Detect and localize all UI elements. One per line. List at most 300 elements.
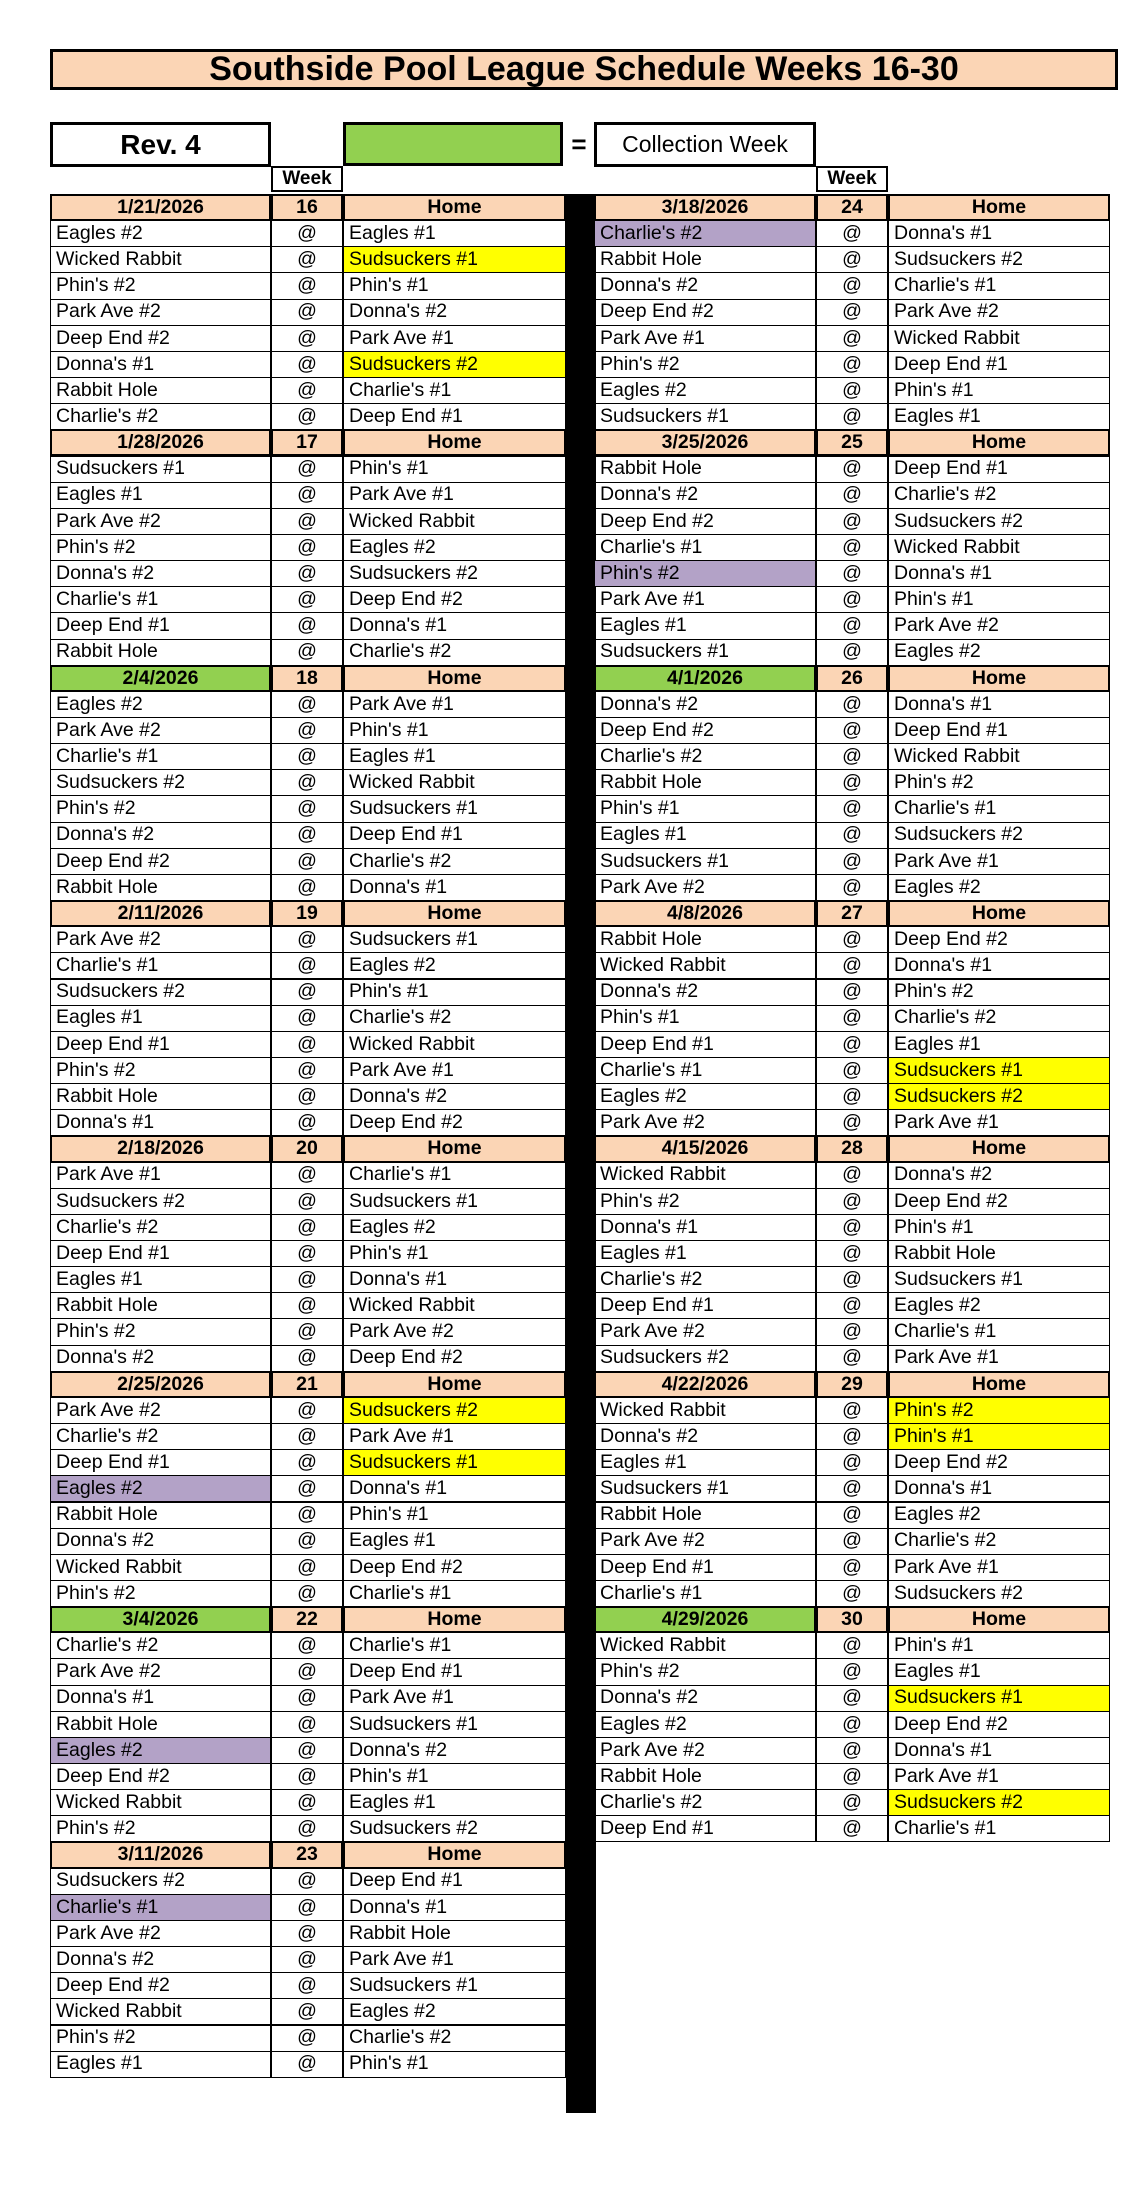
at-symbol: @: [271, 246, 343, 273]
home-team: Sudsuckers #1: [888, 1266, 1110, 1293]
week-number: 21: [271, 1371, 343, 1398]
at-symbol: @: [271, 1005, 343, 1032]
home-team: Donna's #1: [343, 1266, 566, 1293]
week-number: 16: [271, 194, 343, 221]
at-symbol: @: [271, 1763, 343, 1790]
home-team: Park Ave #2: [888, 612, 1110, 639]
away-team: Sudsuckers #2: [50, 979, 271, 1006]
home-team: Phin's #1: [343, 2051, 566, 2078]
week-number: 22: [271, 1606, 343, 1633]
home-team: Park Ave #1: [888, 1763, 1110, 1790]
at-symbol: @: [271, 1815, 343, 1842]
home-team: Wicked Rabbit: [343, 508, 566, 535]
week-number: 25: [816, 429, 888, 456]
home-team: Phin's #2: [888, 1397, 1110, 1424]
week-date-header: 4/1/2026: [594, 665, 816, 692]
at-symbol: @: [271, 534, 343, 561]
home-column-header: Home: [888, 665, 1110, 692]
at-symbol: @: [271, 1240, 343, 1267]
away-team: Eagles #2: [50, 1737, 271, 1764]
home-team: Donna's #1: [888, 952, 1110, 979]
away-team: Donna's #2: [50, 1946, 271, 1973]
at-symbol: @: [816, 1789, 888, 1816]
home-team: Sudsuckers #1: [343, 795, 566, 822]
home-team: Eagles #2: [343, 952, 566, 979]
home-column-header: Home: [888, 194, 1110, 221]
home-team: Phin's #1: [888, 586, 1110, 613]
at-symbol: @: [816, 1580, 888, 1607]
home-team: Sudsuckers #2: [888, 822, 1110, 849]
at-symbol: @: [816, 586, 888, 613]
away-team: Charlie's #2: [50, 1214, 271, 1241]
away-team: Donna's #2: [50, 560, 271, 587]
at-symbol: @: [271, 456, 343, 483]
at-symbol: @: [816, 1318, 888, 1345]
at-symbol: @: [271, 1658, 343, 1685]
home-team: Phin's #1: [888, 1214, 1110, 1241]
away-team: Donna's #2: [594, 979, 816, 1006]
week-number: 17: [271, 429, 343, 456]
at-symbol: @: [271, 299, 343, 326]
at-symbol: @: [271, 1345, 343, 1372]
column-divider: [566, 194, 596, 2113]
at-symbol: @: [816, 1214, 888, 1241]
home-team: Charlie's #1: [888, 795, 1110, 822]
at-symbol: @: [271, 1711, 343, 1738]
home-team: Park Ave #1: [888, 1345, 1110, 1372]
away-team: Deep End #1: [50, 1240, 271, 1267]
at-symbol: @: [816, 220, 888, 247]
away-team: Deep End #2: [50, 1972, 271, 1999]
week-date-header: 2/4/2026: [50, 665, 271, 692]
home-team: Charlie's #1: [343, 1632, 566, 1659]
home-team: Sudsuckers #1: [343, 1449, 566, 1476]
home-team: Sudsuckers #1: [888, 1685, 1110, 1712]
week-number: 28: [816, 1135, 888, 1162]
home-team: Wicked Rabbit: [343, 1292, 566, 1319]
away-team: Park Ave #1: [50, 1162, 271, 1189]
at-symbol: @: [271, 1868, 343, 1895]
home-team: Sudsuckers #2: [343, 1815, 566, 1842]
away-team: Charlie's #1: [50, 1894, 271, 1921]
at-symbol: @: [816, 1554, 888, 1581]
at-symbol: @: [271, 403, 343, 430]
home-team: Phin's #1: [343, 1502, 566, 1529]
at-symbol: @: [271, 639, 343, 666]
at-symbol: @: [271, 1423, 343, 1450]
away-team: Park Ave #2: [50, 1397, 271, 1424]
home-team: Charlie's #1: [343, 1580, 566, 1607]
home-team: Deep End #1: [343, 403, 566, 430]
at-symbol: @: [816, 1031, 888, 1058]
home-team: Deep End #2: [343, 586, 566, 613]
away-team: Rabbit Hole: [50, 377, 271, 404]
home-team: Eagles #1: [343, 743, 566, 770]
home-team: Eagles #1: [343, 220, 566, 247]
home-team: Donna's #2: [343, 299, 566, 326]
away-team: Rabbit Hole: [50, 639, 271, 666]
at-symbol: @: [271, 743, 343, 770]
away-team: Sudsuckers #2: [50, 1868, 271, 1895]
at-symbol: @: [271, 1920, 343, 1947]
away-team: Rabbit Hole: [50, 1502, 271, 1529]
home-team: Donna's #1: [343, 1475, 566, 1502]
away-team: Deep End #2: [594, 299, 816, 326]
at-symbol: @: [271, 1972, 343, 1999]
at-symbol: @: [816, 1815, 888, 1842]
at-symbol: @: [271, 508, 343, 535]
home-team: Sudsuckers #1: [343, 1711, 566, 1738]
at-symbol: @: [271, 874, 343, 901]
at-symbol: @: [271, 1632, 343, 1659]
home-team: Wicked Rabbit: [888, 534, 1110, 561]
week-date-header: 1/21/2026: [50, 194, 271, 221]
home-team: Donna's #1: [343, 612, 566, 639]
away-team: Wicked Rabbit: [594, 1397, 816, 1424]
at-symbol: @: [271, 1397, 343, 1424]
at-symbol: @: [816, 1632, 888, 1659]
at-symbol: @: [816, 1528, 888, 1555]
at-symbol: @: [816, 272, 888, 299]
away-team: Eagles #1: [50, 482, 271, 509]
home-team: Phin's #1: [888, 1423, 1110, 1450]
home-team: Donna's #1: [888, 560, 1110, 587]
home-team: Charlie's #2: [888, 1005, 1110, 1032]
away-team: Deep End #1: [594, 1292, 816, 1319]
away-team: Donna's #2: [594, 1423, 816, 1450]
home-team: Donna's #2: [888, 1162, 1110, 1189]
away-team: Sudsuckers #2: [50, 1188, 271, 1215]
home-team: Sudsuckers #2: [888, 508, 1110, 535]
at-symbol: @: [816, 874, 888, 901]
at-symbol: @: [271, 1109, 343, 1136]
at-symbol: @: [816, 1057, 888, 1084]
at-symbol: @: [816, 1162, 888, 1189]
at-symbol: @: [816, 534, 888, 561]
home-team: Eagles #2: [888, 874, 1110, 901]
away-team: Phin's #2: [50, 1580, 271, 1607]
home-column-header: Home: [888, 900, 1110, 927]
home-team: Phin's #1: [343, 979, 566, 1006]
away-team: Phin's #2: [594, 560, 816, 587]
away-team: Phin's #1: [594, 1005, 816, 1032]
home-team: Sudsuckers #1: [343, 926, 566, 953]
at-symbol: @: [816, 325, 888, 352]
home-team: Phin's #1: [343, 1763, 566, 1790]
week-date-header: 2/25/2026: [50, 1371, 271, 1398]
away-team: Deep End #2: [50, 848, 271, 875]
home-team: Donna's #2: [343, 1083, 566, 1110]
at-symbol: @: [816, 743, 888, 770]
away-team: Rabbit Hole: [50, 1292, 271, 1319]
at-symbol: @: [816, 1711, 888, 1738]
away-team: Rabbit Hole: [50, 874, 271, 901]
away-team: Wicked Rabbit: [50, 1998, 271, 2025]
at-symbol: @: [271, 612, 343, 639]
away-team: Donna's #2: [594, 691, 816, 718]
at-symbol: @: [816, 1109, 888, 1136]
home-column-header: Home: [343, 1606, 566, 1633]
home-team: Eagles #1: [888, 403, 1110, 430]
home-team: Deep End #1: [888, 456, 1110, 483]
week-number: 20: [271, 1135, 343, 1162]
home-column-header: Home: [343, 665, 566, 692]
away-team: Phin's #2: [50, 2025, 271, 2052]
at-symbol: @: [271, 1475, 343, 1502]
home-team: Park Ave #2: [888, 299, 1110, 326]
away-team: Phin's #2: [594, 1658, 816, 1685]
at-symbol: @: [271, 952, 343, 979]
home-team: Eagles #2: [888, 1502, 1110, 1529]
away-team: Rabbit Hole: [50, 1711, 271, 1738]
at-symbol: @: [816, 1658, 888, 1685]
at-symbol: @: [271, 1580, 343, 1607]
away-team: Charlie's #1: [50, 586, 271, 613]
at-symbol: @: [271, 1214, 343, 1241]
home-team: Deep End #1: [343, 822, 566, 849]
home-team: Eagles #2: [343, 1998, 566, 2025]
at-symbol: @: [816, 403, 888, 430]
at-symbol: @: [271, 1266, 343, 1293]
at-symbol: @: [816, 246, 888, 273]
away-team: Eagles #1: [50, 1266, 271, 1293]
away-team: Phin's #2: [50, 1318, 271, 1345]
away-team: Sudsuckers #1: [594, 1475, 816, 1502]
home-team: Park Ave #1: [888, 1554, 1110, 1581]
away-team: Charlie's #1: [594, 1580, 816, 1607]
at-symbol: @: [271, 272, 343, 299]
away-team: Eagles #1: [50, 1005, 271, 1032]
at-symbol: @: [271, 2051, 343, 2078]
home-column-header: Home: [343, 1135, 566, 1162]
week-number: 30: [816, 1606, 888, 1633]
week-number: 27: [816, 900, 888, 927]
home-team: Eagles #2: [888, 1292, 1110, 1319]
at-symbol: @: [271, 1894, 343, 1921]
home-column-header: Home: [888, 1371, 1110, 1398]
week-number: 23: [271, 1841, 343, 1868]
at-symbol: @: [816, 456, 888, 483]
away-team: Phin's #2: [50, 1057, 271, 1084]
home-team: Rabbit Hole: [343, 1920, 566, 1947]
away-team: Deep End #1: [594, 1031, 816, 1058]
away-team: Phin's #2: [594, 351, 816, 378]
at-symbol: @: [271, 1188, 343, 1215]
away-team: Eagles #2: [50, 220, 271, 247]
at-symbol: @: [816, 979, 888, 1006]
home-team: Wicked Rabbit: [888, 743, 1110, 770]
home-team: Charlie's #1: [343, 1162, 566, 1189]
week-number: 18: [271, 665, 343, 692]
away-team: Wicked Rabbit: [594, 1632, 816, 1659]
away-team: Sudsuckers #2: [594, 1345, 816, 1372]
at-symbol: @: [816, 691, 888, 718]
away-team: Charlie's #1: [594, 534, 816, 561]
away-team: Phin's #2: [50, 795, 271, 822]
home-team: Sudsuckers #2: [343, 1397, 566, 1424]
week-date-header: 2/11/2026: [50, 900, 271, 927]
away-team: Sudsuckers #2: [50, 769, 271, 796]
away-team: Donna's #2: [594, 272, 816, 299]
at-symbol: @: [271, 220, 343, 247]
home-team: Eagles #1: [888, 1658, 1110, 1685]
at-symbol: @: [816, 482, 888, 509]
home-column-header: Home: [888, 1135, 1110, 1162]
at-symbol: @: [816, 1266, 888, 1293]
home-team: Park Ave #1: [343, 1946, 566, 1973]
home-team: Charlie's #2: [888, 482, 1110, 509]
home-team: Deep End #1: [343, 1868, 566, 1895]
at-symbol: @: [816, 1475, 888, 1502]
home-team: Charlie's #2: [888, 1528, 1110, 1555]
away-team: Charlie's #2: [50, 1423, 271, 1450]
away-team: Donna's #2: [594, 1685, 816, 1712]
at-symbol: @: [271, 325, 343, 352]
at-symbol: @: [816, 1005, 888, 1032]
home-team: Park Ave #1: [343, 1685, 566, 1712]
at-symbol: @: [271, 1789, 343, 1816]
at-symbol: @: [816, 1188, 888, 1215]
away-team: Wicked Rabbit: [50, 246, 271, 273]
home-team: Phin's #1: [343, 272, 566, 299]
away-team: Wicked Rabbit: [594, 952, 816, 979]
home-team: Phin's #2: [888, 769, 1110, 796]
home-team: Charlie's #1: [888, 272, 1110, 299]
at-symbol: @: [271, 1685, 343, 1712]
away-team: Eagles #2: [594, 1711, 816, 1738]
week-number: 26: [816, 665, 888, 692]
week-column-header-left: Week: [271, 166, 343, 192]
home-team: Phin's #1: [343, 1240, 566, 1267]
home-team: Park Ave #1: [888, 1109, 1110, 1136]
home-team: Donna's #1: [888, 1475, 1110, 1502]
away-team: Donna's #2: [594, 482, 816, 509]
at-symbol: @: [271, 377, 343, 404]
at-symbol: @: [271, 769, 343, 796]
week-number: 24: [816, 194, 888, 221]
away-team: Eagles #1: [594, 822, 816, 849]
at-symbol: @: [816, 377, 888, 404]
away-team: Park Ave #2: [594, 1528, 816, 1555]
home-team: Eagles #1: [888, 1031, 1110, 1058]
at-symbol: @: [271, 1083, 343, 1110]
home-team: Charlie's #1: [343, 377, 566, 404]
home-team: Charlie's #1: [888, 1815, 1110, 1842]
home-team: Phin's #1: [888, 1632, 1110, 1659]
away-team: Eagles #1: [594, 1449, 816, 1476]
away-team: Rabbit Hole: [594, 769, 816, 796]
at-symbol: @: [271, 586, 343, 613]
at-symbol: @: [816, 1763, 888, 1790]
home-column-header: Home: [343, 429, 566, 456]
away-team: Eagles #2: [50, 1475, 271, 1502]
away-team: Park Ave #2: [50, 1920, 271, 1947]
home-team: Deep End #2: [888, 1711, 1110, 1738]
week-date-header: 4/29/2026: [594, 1606, 816, 1633]
home-team: Sudsuckers #1: [343, 246, 566, 273]
away-team: Park Ave #1: [594, 325, 816, 352]
home-team: Park Ave #2: [343, 1318, 566, 1345]
away-team: Eagles #2: [50, 691, 271, 718]
at-symbol: @: [816, 639, 888, 666]
at-symbol: @: [816, 822, 888, 849]
home-team: Donna's #1: [343, 1894, 566, 1921]
away-team: Sudsuckers #1: [594, 403, 816, 430]
at-symbol: @: [271, 351, 343, 378]
away-team: Sudsuckers #1: [594, 639, 816, 666]
at-symbol: @: [271, 560, 343, 587]
week-date-header: 4/22/2026: [594, 1371, 816, 1398]
away-team: Park Ave #2: [50, 299, 271, 326]
home-team: Deep End #2: [343, 1109, 566, 1136]
away-team: Park Ave #2: [50, 926, 271, 953]
home-column-header: Home: [343, 900, 566, 927]
collection-week-label: Collection Week: [594, 122, 816, 167]
week-date-header: 3/18/2026: [594, 194, 816, 221]
away-team: Rabbit Hole: [594, 456, 816, 483]
at-symbol: @: [271, 1031, 343, 1058]
home-team: Donna's #1: [888, 691, 1110, 718]
at-symbol: @: [816, 1083, 888, 1110]
away-team: Park Ave #2: [50, 508, 271, 535]
home-team: Phin's #1: [343, 717, 566, 744]
away-team: Donna's #2: [50, 822, 271, 849]
home-team: Deep End #2: [888, 1188, 1110, 1215]
at-symbol: @: [271, 1554, 343, 1581]
away-team: Charlie's #2: [594, 220, 816, 247]
home-team: Rabbit Hole: [888, 1240, 1110, 1267]
at-symbol: @: [816, 848, 888, 875]
at-symbol: @: [271, 1502, 343, 1529]
week-date-header: 1/28/2026: [50, 429, 271, 456]
away-team: Charlie's #2: [594, 1266, 816, 1293]
at-symbol: @: [271, 691, 343, 718]
away-team: Charlie's #2: [50, 1632, 271, 1659]
away-team: Charlie's #1: [50, 743, 271, 770]
away-team: Park Ave #2: [594, 874, 816, 901]
away-team: Sudsuckers #1: [594, 848, 816, 875]
away-team: Park Ave #2: [50, 717, 271, 744]
at-symbol: @: [816, 1292, 888, 1319]
home-team: Deep End #2: [888, 926, 1110, 953]
away-team: Deep End #1: [594, 1554, 816, 1581]
at-symbol: @: [271, 1057, 343, 1084]
away-team: Donna's #2: [50, 1528, 271, 1555]
away-team: Donna's #1: [594, 1214, 816, 1241]
at-symbol: @: [816, 926, 888, 953]
home-team: Deep End #2: [343, 1345, 566, 1372]
away-team: Park Ave #2: [594, 1318, 816, 1345]
at-symbol: @: [271, 1737, 343, 1764]
at-symbol: @: [271, 1998, 343, 2025]
at-symbol: @: [816, 1737, 888, 1764]
at-symbol: @: [271, 482, 343, 509]
at-symbol: @: [816, 299, 888, 326]
away-team: Donna's #1: [50, 1685, 271, 1712]
away-team: Deep End #1: [50, 612, 271, 639]
home-team: Wicked Rabbit: [343, 769, 566, 796]
at-symbol: @: [271, 2025, 343, 2052]
away-team: Wicked Rabbit: [594, 1162, 816, 1189]
home-team: Eagles #1: [343, 1528, 566, 1555]
home-column-header: Home: [888, 1606, 1110, 1633]
away-team: Sudsuckers #1: [50, 456, 271, 483]
at-symbol: @: [816, 1240, 888, 1267]
week-column-header-right: Week: [816, 166, 888, 192]
away-team: Rabbit Hole: [594, 926, 816, 953]
home-team: Charlie's #1: [888, 1318, 1110, 1345]
week-date-header: 2/18/2026: [50, 1135, 271, 1162]
